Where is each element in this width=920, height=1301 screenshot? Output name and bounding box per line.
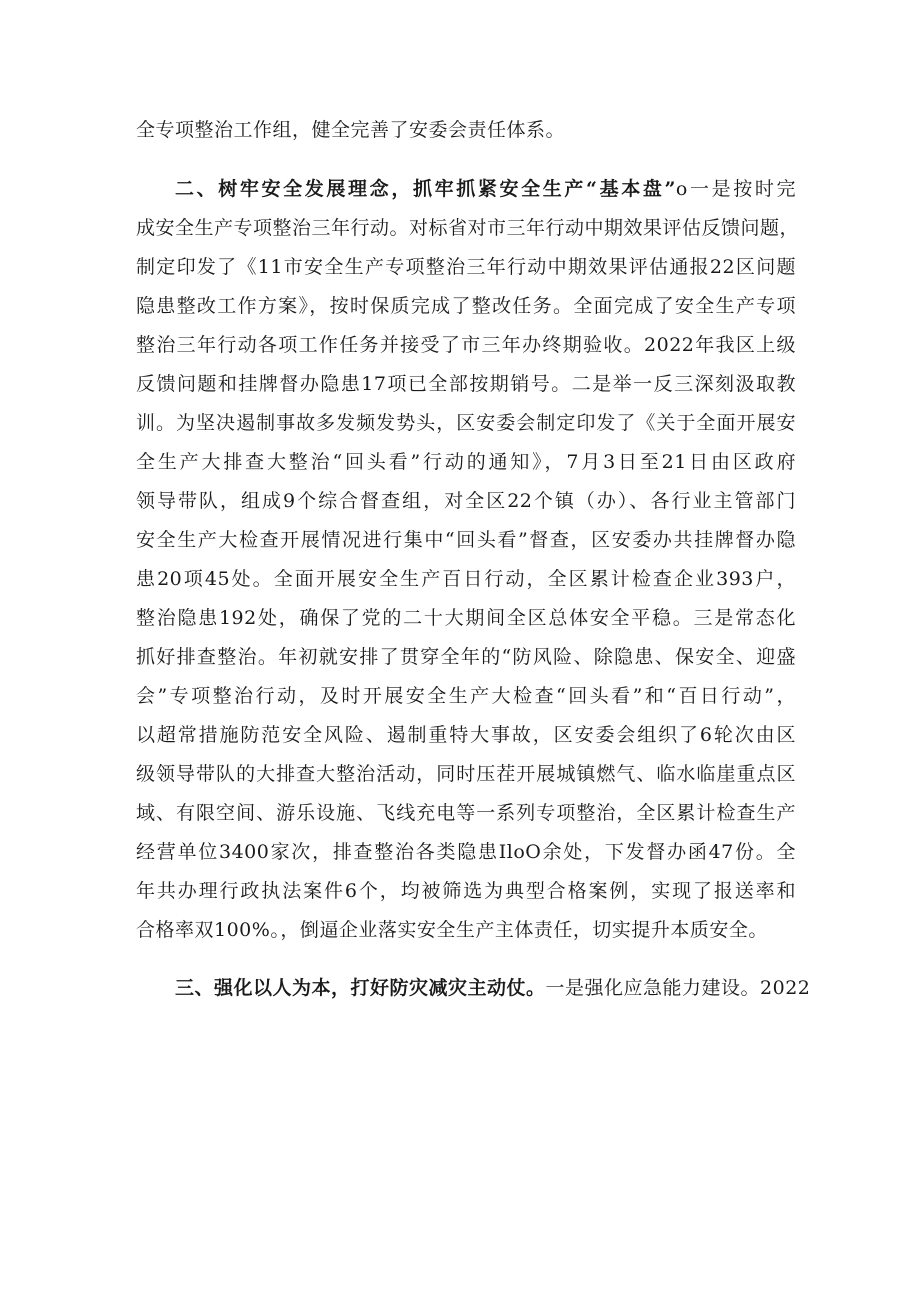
section-heading: 二、树牢安全发展理念，抓牢抓紧安全生产“基本盘” <box>175 178 676 200</box>
paragraph-line: 患20项45处。全面开展安全生产百日行动，全区累计检查企业393户， <box>136 568 796 590</box>
paragraph-line: 制定印发了《11市安全生产专项整治三年行动中期效果评估通报22区问题 <box>136 256 796 278</box>
paragraph-line: 全生产大排查大整治“回头看”行动的通知》，7月3日至21日由区政府 <box>136 451 796 473</box>
paragraph-line: 安全生产大检查开展情况进行集中“回头看”督查，区安委办共挂牌督办隐 <box>136 529 796 551</box>
paragraph-line: 成安全生产专项整治三年行动。对标省对市三年行动中期效果评估反馈问题， <box>136 217 800 239</box>
paragraph-line: 会”专项整治行动，及时开展安全生产大检查“回头看”和“百日行动”， <box>136 685 796 707</box>
section-heading-line <box>175 170 796 208</box>
paragraph-line: 整治三年行动各项工作任务并接受了市三年办终期验收。2022年我区上级 <box>136 334 796 356</box>
paragraph-line: 合格率双100%。，倒逼企业落实安全生产主体责任，切实提升本质安全。 <box>136 919 768 941</box>
paragraph-line: 年共办理行政执法案件6个，均被筛选为典型合格案例，实现了报送率和 <box>136 880 796 902</box>
paragraph-line: 全专项整治工作组，健全完善了安委会责任体系。 <box>136 119 566 141</box>
paragraph-line: 域、有限空间、游乐设施、飞线充电等一系列专项整治，全区累计检查生产 <box>136 802 796 824</box>
paragraph-line: 整治隐患192处，确保了党的二十大期间全区总体安全平稳。三是常态化 <box>136 607 796 629</box>
paragraph-line: 级领导带队的大排查大整治活动，同时压茬开展城镇燃气、临水临崖重点区 <box>136 763 796 785</box>
paragraph-line: 以超常措施防范安全风险、遏制重特大事故，区安委会组织了6轮次由区 <box>136 724 796 746</box>
paragraph-line: 抓好排查整治。年初就安排了贯穿全年的“防风险、除隐患、保安全、迎盛 <box>136 646 796 668</box>
paragraph-line: 领导带队，组成9个综合督查组，对全区22个镇（办）、各行业主管部门 <box>136 490 796 512</box>
paragraph-line: 训。为坚决遏制事故多发频发势头，区安委会制定印发了《关于全面开展安 <box>136 412 796 434</box>
paragraph-line: 经营单位3400家次，排查整治各类隐患IloO余处，下发督办函47份。全 <box>136 841 796 863</box>
paragraph-line: 反馈问题和挂牌督办隐患17项已全部按期销号。二是举一反三深刻汲取教 <box>136 373 796 395</box>
heading-continuation: 一是强化应急能力建设。2022 <box>545 977 811 999</box>
section-heading: 三、强化以人为本，打好防灾减灾主动仗。 <box>175 977 546 999</box>
section-heading-line <box>175 969 811 1007</box>
heading-continuation: o一是按时完 <box>675 178 796 200</box>
paragraph-line: 隐患整改工作方案》，按时保质完成了整改任务。全面完成了安全生产专项 <box>136 295 796 317</box>
